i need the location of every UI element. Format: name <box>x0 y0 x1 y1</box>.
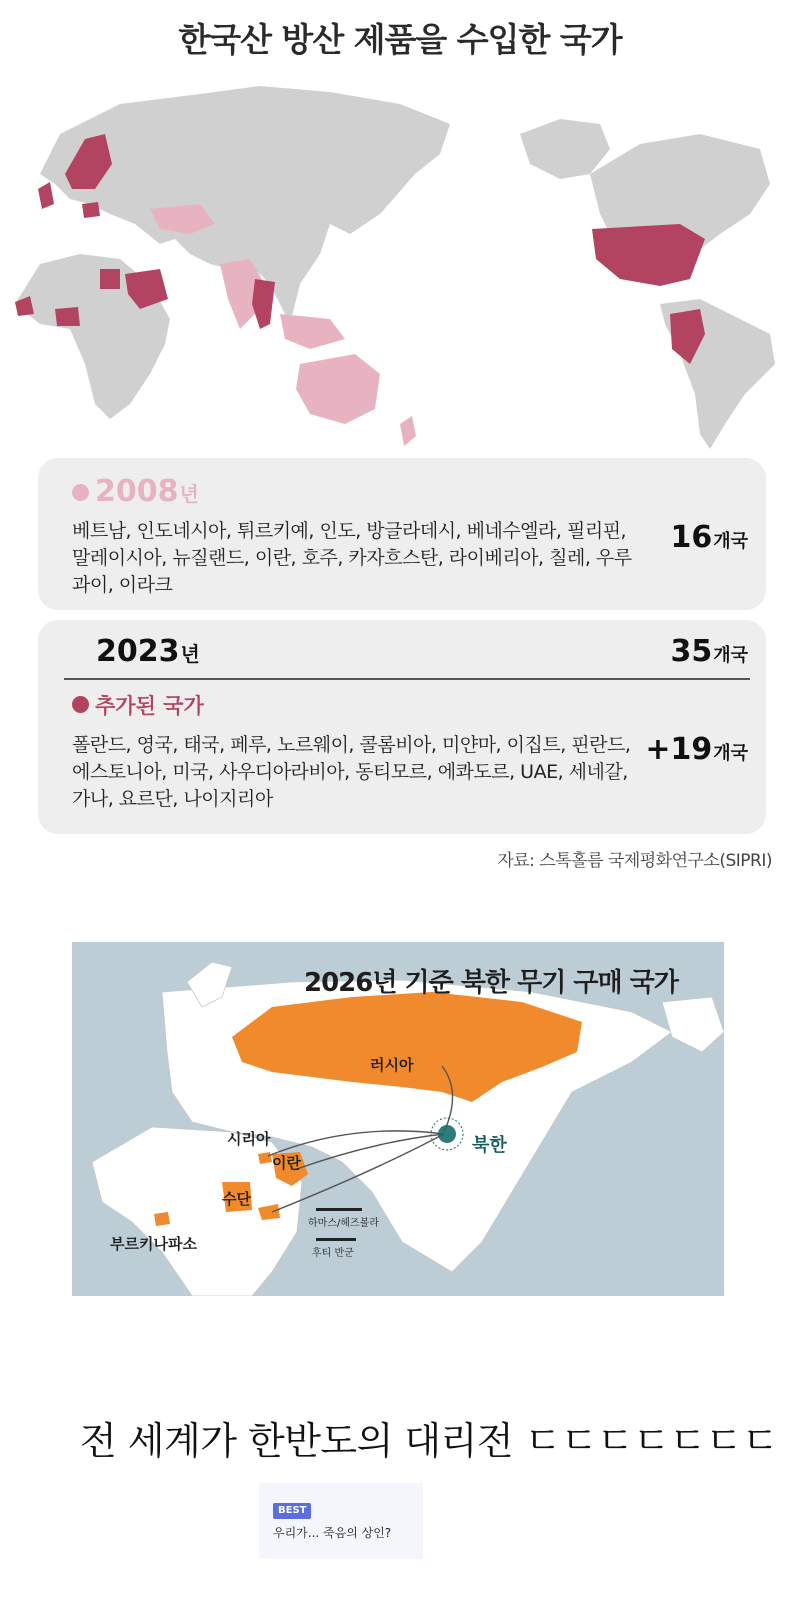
map2-syria <box>258 1152 272 1164</box>
map-2008-se-asia <box>280 314 345 349</box>
label-syria: 시리아 <box>227 1130 271 1148</box>
count-2023-number: 35 <box>670 634 713 669</box>
infographic-title: 한국산 방산 제품을 수입한 국가 <box>178 20 622 59</box>
north-korea-marker <box>438 1125 456 1143</box>
best-post-card[interactable] <box>259 1483 423 1559</box>
map2-burkina <box>154 1212 170 1226</box>
count-2023 <box>670 634 748 669</box>
count-2023-unit: 개국 <box>713 645 748 666</box>
infographic2-title: 2026년 기준 북한 무기 구매 국가 <box>304 968 678 998</box>
count-2008-unit: 개국 <box>713 531 748 552</box>
map-2023-egypt <box>100 269 120 289</box>
countries-2008: 베트남, 인도네시아, 튀르키예, 인도, 방글라데시, 베네수엘라, 필리핀, 말레이시아, 뉴질랜드, 이란, 호주, 카자흐스탄, 라이베리아, 칠레, 우루과이, 이라크 <box>72 520 632 596</box>
year-2008-value: 2008 <box>95 474 179 509</box>
card-divider <box>64 678 750 680</box>
map-2023-usa <box>592 224 705 286</box>
map-2008-australia <box>296 354 380 424</box>
year-2023-heading <box>96 634 200 669</box>
map-2023-ghana-nigeria <box>55 307 80 326</box>
rifle-icon-houthi <box>316 1238 356 1241</box>
label-houthi: 후티 반군 <box>312 1248 354 1259</box>
map-greenland <box>520 119 610 179</box>
rifle-icon-hamas <box>316 1208 362 1211</box>
best-post-title[interactable]: 우리가... 죽음의 상인? <box>273 1526 392 1540</box>
count-added-number: +19 <box>645 732 713 767</box>
label-hamas-hezbollah: 하마스/헤즈볼라 <box>308 1218 379 1229</box>
map-2008-nz <box>400 416 416 446</box>
added-countries-heading <box>72 690 204 720</box>
label-burkina-faso: 부르키나파소 <box>110 1235 197 1253</box>
world-map <box>0 64 800 456</box>
map-2023-myanmar-thailand <box>252 279 275 329</box>
best-badge: BEST <box>273 1503 311 1519</box>
card-2023 <box>38 620 766 834</box>
year-2023-value: 2023 <box>96 634 180 669</box>
count-added-unit: 개국 <box>713 743 748 764</box>
added-countries-label: 추가된 국가 <box>95 694 204 718</box>
count-2008 <box>670 520 748 555</box>
infographic-nk-arms-buyers <box>72 942 724 1296</box>
label-russia: 러시아 <box>370 1056 414 1074</box>
map-2023-uk <box>38 182 54 209</box>
post-caption: 전 세계가 한반도의 대리전 ㄷㄷㄷㄷㄷㄷㄷ <box>80 1419 779 1463</box>
label-north-korea: 북한 <box>472 1135 507 1156</box>
year-2008-unit: 년 <box>179 482 199 506</box>
map2-alaska <box>662 997 724 1052</box>
legend-dot-2008 <box>72 484 89 501</box>
countries-added: 폴란드, 영국, 태국, 페루, 노르웨이, 콜롬비아, 미얀마, 이집트, 핀란드, 에스토니아, 미국, 사우디아라비아, 동티모르, 에콰도르, UAE, 세네갈, 가나, 요르단, 나이지리아 <box>72 734 631 810</box>
year-2023-unit: 년 <box>180 642 200 666</box>
year-2008-heading <box>72 474 199 509</box>
source-note: 자료: 스톡홀름 국제평화연구소(SIPRI) <box>497 851 772 871</box>
map-2023-poland <box>82 202 100 218</box>
count-added <box>645 732 748 767</box>
count-2008-number: 16 <box>670 520 713 555</box>
label-iran: 이란 <box>272 1154 301 1172</box>
label-sudan: 수단 <box>222 1190 251 1208</box>
legend-dot-added <box>72 696 89 713</box>
card-2008 <box>38 458 766 610</box>
